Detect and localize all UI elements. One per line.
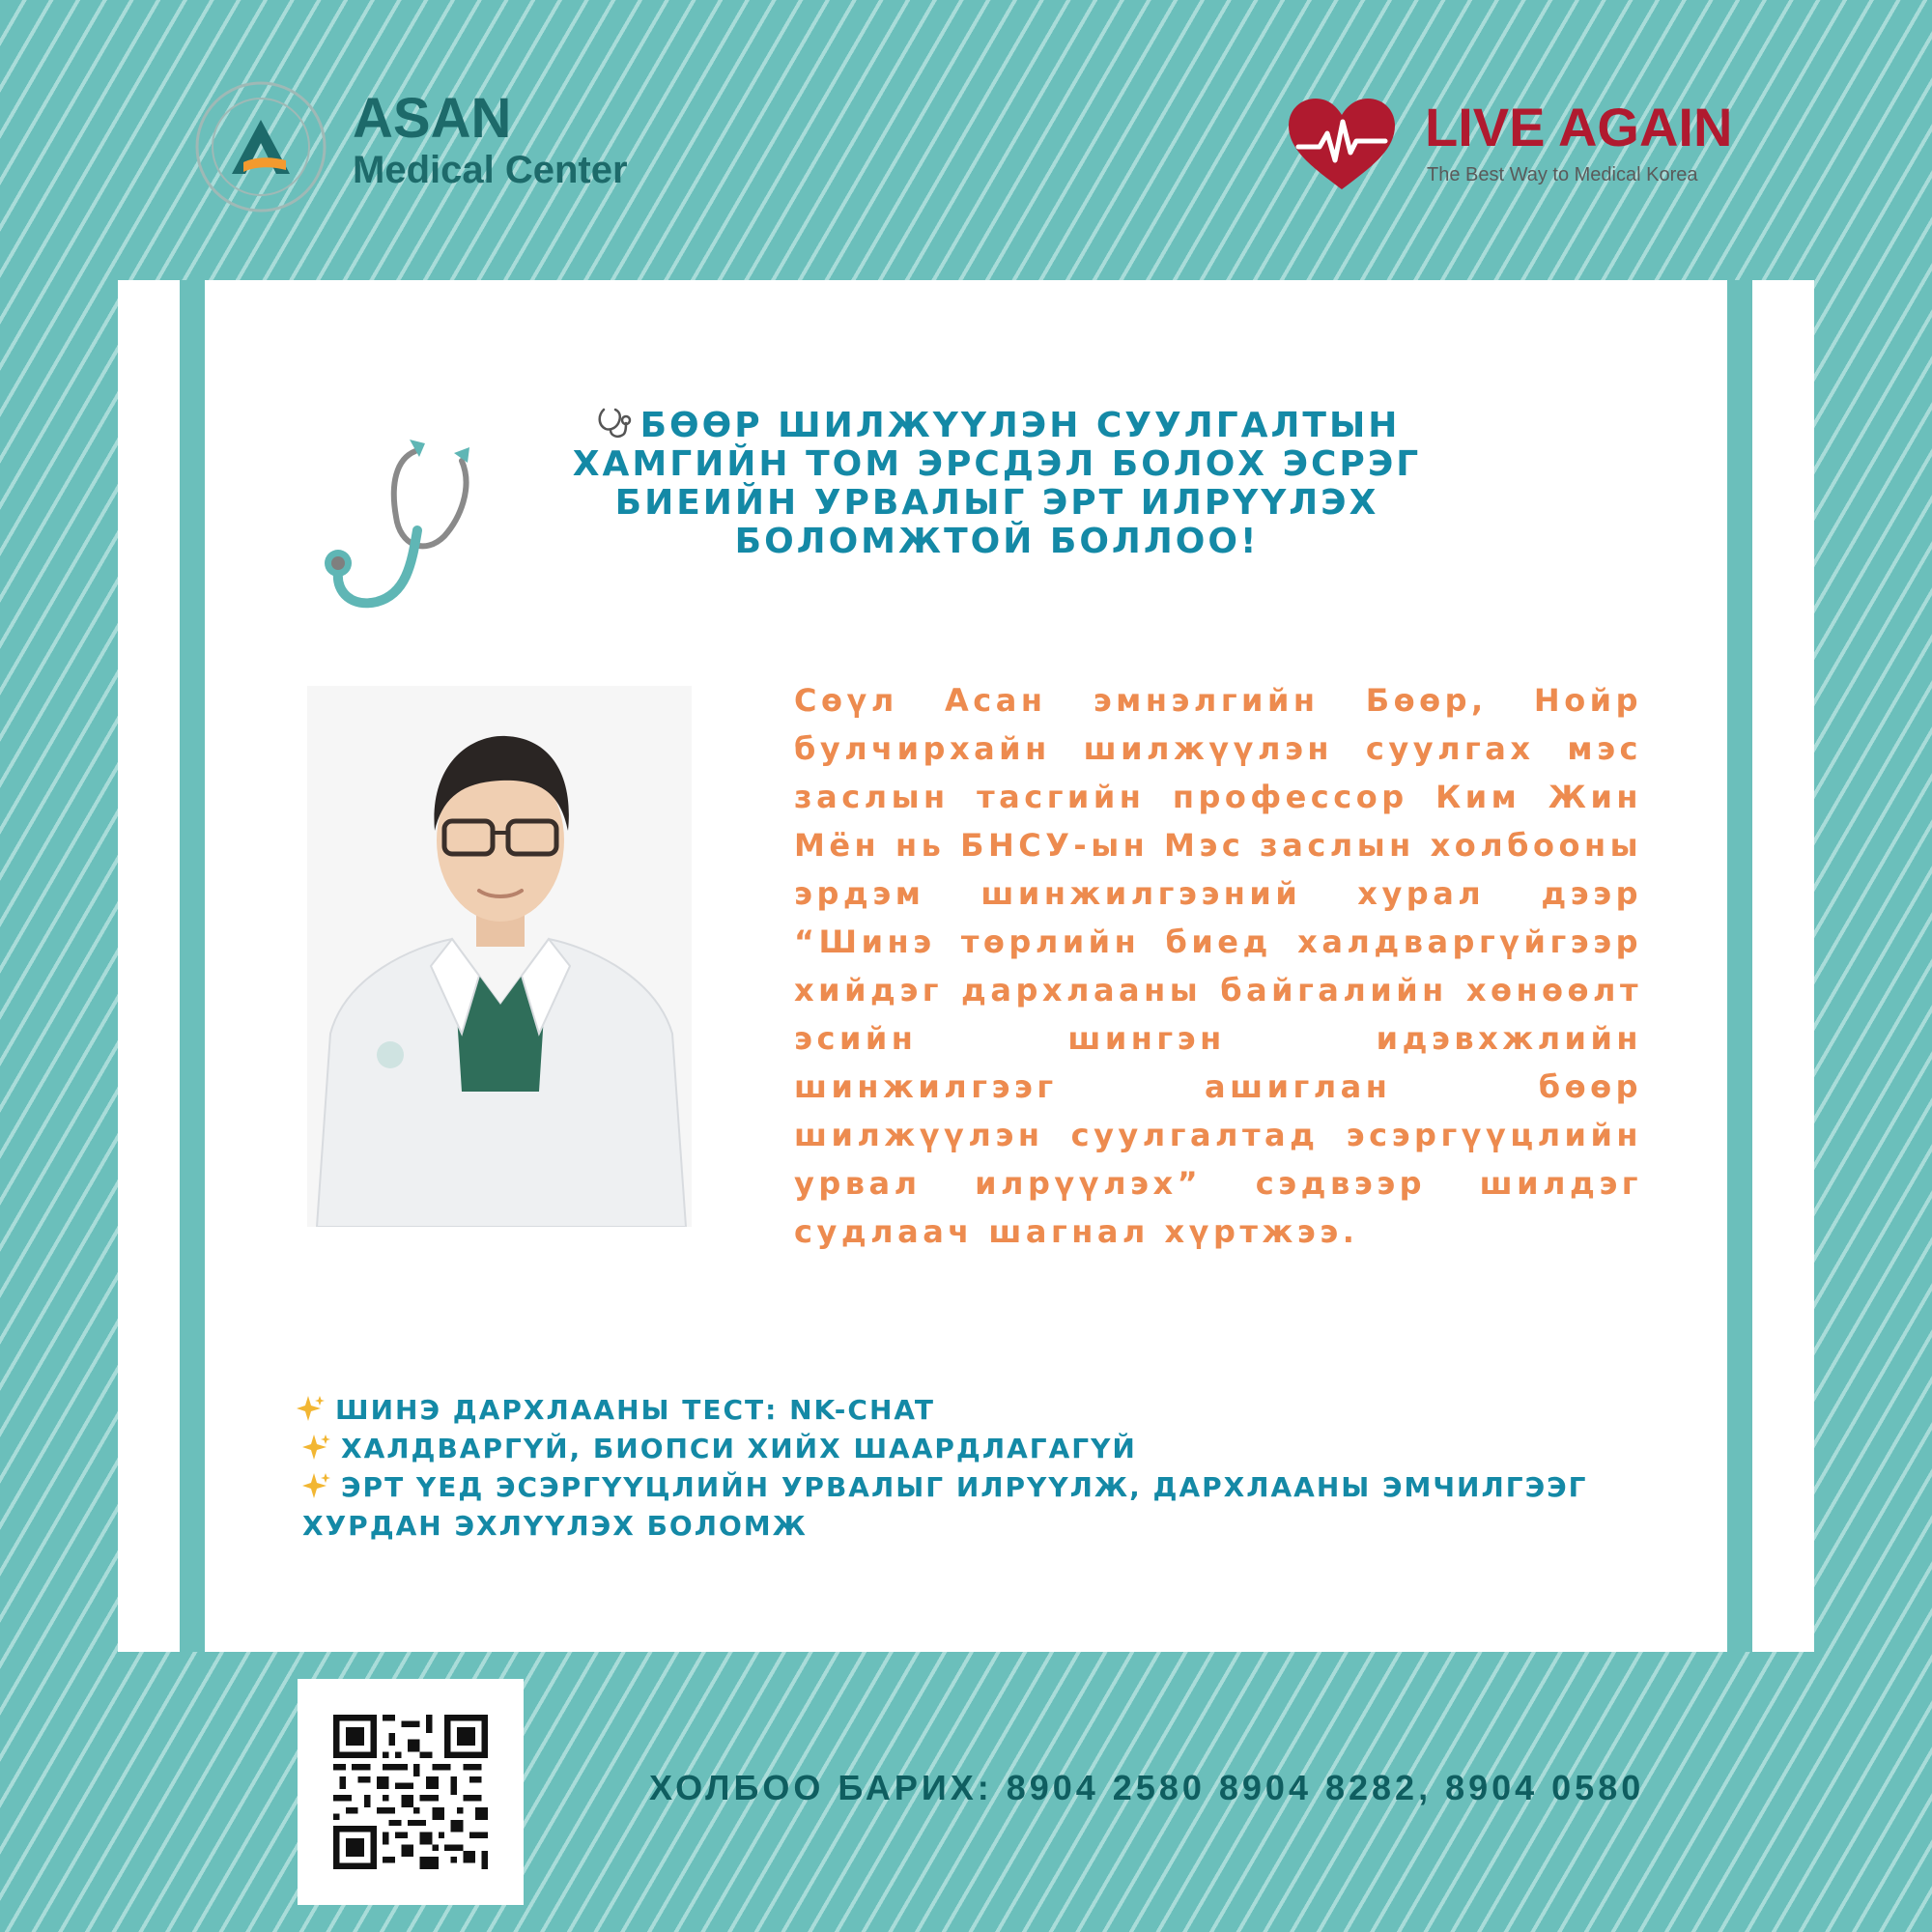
card-right-stripe <box>1727 280 1752 1652</box>
feature-item <box>297 1468 1649 1546</box>
live-again-title: LIVE AGAIN <box>1425 97 1733 157</box>
sparkles-icon <box>297 1394 326 1423</box>
feature-text: ХАЛДВАРГҮЙ, БИОПСИ ХИЙХ ШААРДЛАГАГҮЙ <box>341 1433 1137 1464</box>
content-card <box>118 280 1814 1652</box>
doctor-portrait-image <box>307 686 692 1227</box>
live-again-subtitle: The Best Way to Medical Korea <box>1427 164 1698 185</box>
asan-name-line1: ASAN <box>353 87 512 150</box>
qr-code-icon[interactable] <box>333 1715 488 1869</box>
feature-item <box>297 1391 1649 1430</box>
qr-code-box <box>298 1679 524 1905</box>
feature-item <box>297 1430 1649 1468</box>
article-body: Сөүл Асан эмнэлгийн Бөөр, Нойр булчирхайн шилжүүлэн суулгах мэс заслын тасгийн профессор Ким Жин Мён нь БНСУ-ын Мэс заслын холбооны эрдэм шинжилгээний хурал дээр “Шинэ төрлийн биед халдваргүйгээр хийдэг дархлааны байгалийн хөнөөлт эсийн шингэн идэвхжлийн шинжилгээг ашиглан бөөр шилжүүлэн суулгалтад эсэргүүцлийн урвал илрүүлэх” сэдвээр шилдэг судлаач шагнал хүртжээ. <box>794 682 1642 1250</box>
headline <box>572 406 1422 561</box>
asan-medical-center-logo <box>193 79 657 214</box>
feature-text: ШИНЭ ДАРХЛААНЫ ТЕСТ: NK-CHAT <box>335 1394 935 1426</box>
doctor-photo <box>307 686 692 1227</box>
asan-name-line2: Medical Center <box>353 149 628 191</box>
asan-foundation-seal-icon <box>193 79 328 214</box>
feature-list <box>297 1391 1649 1546</box>
live-again-logo <box>1285 97 1748 203</box>
sparkles-icon <box>302 1433 331 1462</box>
stethoscope-icon <box>594 406 633 440</box>
contact-info: ХОЛБОО БАРИХ: 8904 2580 8904 8282, 8904 0580 <box>649 1768 1645 1807</box>
asan-name <box>353 87 628 191</box>
card-left-stripe <box>180 280 205 1652</box>
sparkles-icon <box>302 1471 331 1500</box>
heart-pulse-icon <box>1285 97 1399 193</box>
feature-text: ЭРТ ҮЕД ЭСЭРГҮҮЦЛИЙН УРВАЛЫГ ИЛРҮҮЛЖ, ДАРХЛААНЫ ЭМЧИЛГЭЭГ ХУРДАН ЭХЛҮҮЛЭХ БОЛОМЖ <box>302 1471 1588 1542</box>
stethoscope-icon <box>309 430 502 623</box>
headline-text: БӨӨР ШИЛЖҮҮЛЭН СУУЛГАЛТЫН ХАМГИЙН ТОМ ЭРСДЭЛ БОЛОХ ЭСРЭГ БИЕИЙН УРВАЛЫГ ЭРТ ИЛРҮҮЛЭХ БОЛОМЖТОЙ БОЛЛОО! <box>572 406 1422 561</box>
